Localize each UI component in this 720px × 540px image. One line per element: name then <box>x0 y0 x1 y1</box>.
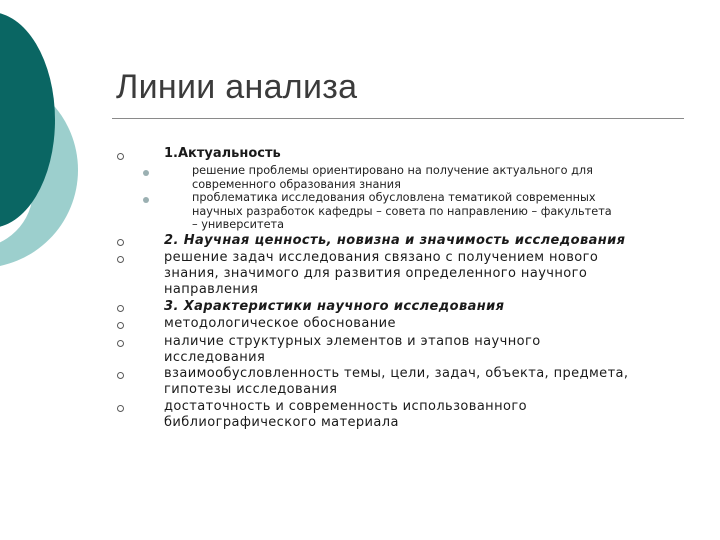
list-item: решение задач исследования связано с получением нового знания, значимого для развития определенного научного направления <box>164 250 599 297</box>
list-item: наличие структурных элементов и этапов научного исследования <box>164 334 541 365</box>
ring-bullet <box>117 322 124 329</box>
ring-bullet <box>117 239 124 246</box>
ring-bullet <box>117 372 124 379</box>
list-item: проблематика исследования обусловлена тематикой современных научных разработок кафедры – совета по направлению – факультета – университета <box>192 191 612 231</box>
list-item: взаимообусловленность темы, цели, задач, объекта, предмета, гипотезы исследования <box>164 366 629 397</box>
decorative-circles <box>0 0 110 300</box>
list-item: достаточность и современность использованного библиографического материала <box>164 399 527 430</box>
ring-bullet <box>117 305 124 312</box>
section-heading-characteristics: 3. Характеристики научного исследования <box>164 299 505 314</box>
ring-bullet <box>117 256 124 263</box>
dot-bullet <box>143 170 149 176</box>
list-item: методологическое обоснование <box>164 316 396 331</box>
section-heading-relevance: 1.Актуальность <box>164 146 281 161</box>
list-item: решение проблемы ориентировано на получение актуального для современного образования знания <box>192 164 593 191</box>
title-divider <box>112 118 684 119</box>
section-heading-value: 2. Научная ценность, новизна и значимость исследования <box>164 233 626 248</box>
slide-title: Линии анализа <box>116 68 358 106</box>
ring-bullet <box>117 405 124 412</box>
dot-bullet <box>143 197 149 203</box>
ring-bullet <box>117 153 124 160</box>
ring-bullet <box>117 340 124 347</box>
